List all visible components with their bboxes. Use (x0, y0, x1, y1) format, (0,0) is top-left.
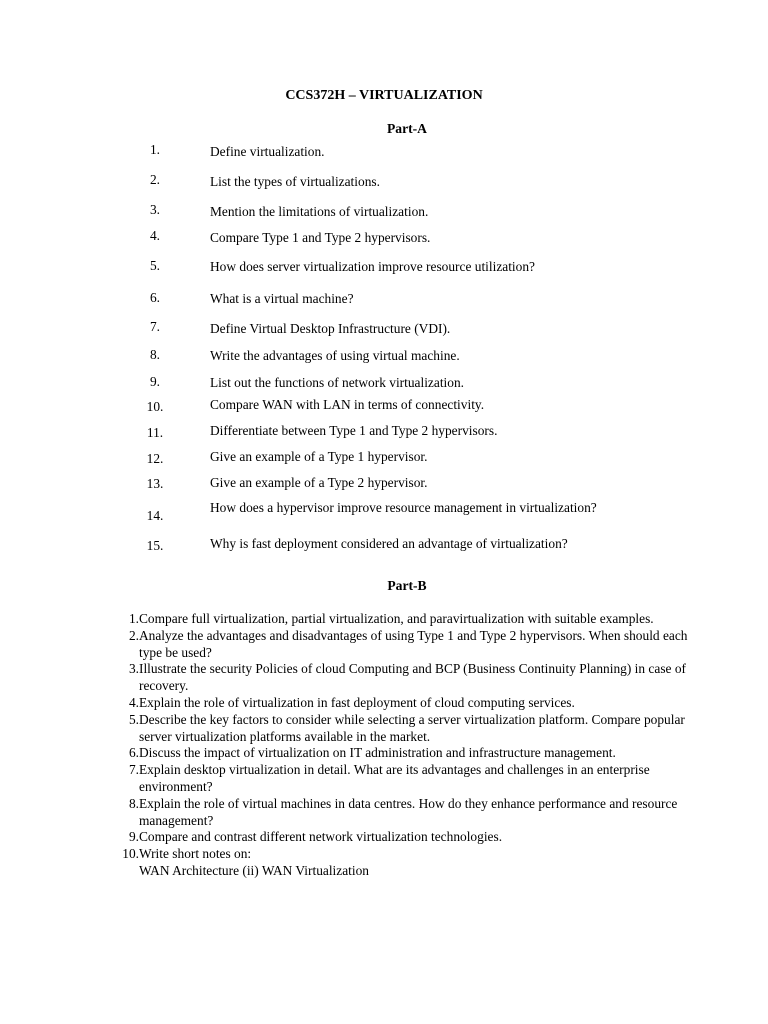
question-text: Explain desktop virtualization in detail. What are its advantages and challenges in an enterprise environment? (139, 762, 650, 794)
part-a-heading: Part-A (386, 121, 427, 136)
question-text-block (139, 745, 700, 762)
question-number (100, 846, 139, 880)
question-number: 4. (149, 228, 161, 243)
question-number-label: 4. (128, 694, 139, 710)
question-text: Write the advantages of using virtual machine. (210, 348, 460, 363)
part-b-question (100, 695, 700, 712)
question-text: List out the functions of network virtualization. (210, 375, 464, 390)
question-number: 5. (149, 258, 161, 273)
question-text: Analyze the advantages and disadvantages of using Type 1 and Type 2 hypervisors. When should each type be used? (139, 627, 688, 660)
part-b-question (100, 611, 700, 628)
question-text: What is a virtual machine? (210, 291, 354, 306)
question-text: Give an example of a Type 1 hypervisor. (210, 449, 428, 464)
question-number: 6. (149, 290, 161, 305)
question-number-label: 8. (128, 795, 139, 811)
question-number (100, 661, 139, 695)
question-number: 1. (149, 142, 161, 157)
part-b-list (100, 611, 700, 880)
question-text: Explain the role of virtualization in fast deployment of cloud computing services. (139, 694, 575, 710)
question-text-block (139, 661, 700, 695)
question-text: Give an example of a Type 2 hypervisor. (210, 475, 428, 490)
part-b-question (100, 829, 700, 846)
question-number: 3. (149, 202, 161, 217)
question-text: Illustrate the security Policies of cloud Computing and BCP (Business Continuity Planning) in case of recovery. (139, 661, 686, 694)
question-number (100, 762, 139, 796)
question-text-block (139, 695, 700, 712)
question-number: 14. (146, 508, 164, 523)
question-number-label: 3. (128, 661, 139, 677)
question-number-label: 6. (128, 745, 139, 761)
question-number (100, 829, 139, 846)
question-number (100, 611, 139, 628)
document-title: CCS372H – VIRTUALIZATION (285, 88, 483, 103)
question-number: 15. (146, 538, 164, 553)
question-text: Differentiate between Type 1 and Type 2 hypervisors. (210, 423, 498, 438)
question-number: 11. (146, 425, 164, 440)
question-number-label: 7. (128, 762, 139, 778)
question-text-block (139, 846, 700, 880)
question-text: Compare and contrast different network virtualization technologies. (139, 829, 503, 845)
part-b-question (100, 745, 700, 762)
question-number-label: 2. (128, 627, 139, 643)
question-text: Why is fast deployment considered an advantage of virtualization? (210, 536, 568, 551)
part-b-question (100, 712, 700, 746)
question-number (100, 712, 139, 746)
question-number (100, 695, 139, 712)
question-number (100, 796, 139, 830)
question-number-label: 9. (128, 829, 139, 845)
question-number (100, 745, 139, 762)
question-text: How does a hypervisor improve resource management in virtualization? (210, 500, 597, 515)
part-b-heading: Part-B (387, 578, 427, 593)
question-number: 7. (149, 319, 161, 334)
part-b-question (100, 796, 700, 830)
question-text-block (139, 611, 700, 628)
question-text: Compare Type 1 and Type 2 hypervisors. (210, 230, 431, 245)
question-text: Define virtualization. (210, 144, 325, 159)
question-text: Mention the limitations of virtualization. (210, 204, 429, 219)
question-number: 9. (149, 374, 161, 389)
question-text-block (139, 628, 700, 662)
part-b-question (100, 846, 700, 880)
question-text: Explain the role of virtual machines in data centres. How do they enhance performance and resource management? (139, 795, 678, 828)
question-number-label: 5. (128, 711, 139, 727)
question-number: 13. (146, 476, 164, 491)
question-number-label: 1. (128, 611, 139, 626)
question-number: 12. (146, 451, 164, 466)
question-number-label: 10. (122, 846, 139, 862)
question-text: Compare full virtualization, partial virtualization, and paravirtualization with suitable examples. (139, 611, 654, 626)
part-b-question (100, 628, 700, 662)
question-text: Compare WAN with LAN in terms of connectivity. (210, 397, 485, 412)
question-text: Define Virtual Desktop Infrastructure (VDI). (210, 321, 451, 336)
question-number: 2. (149, 172, 161, 187)
question-text: Discuss the impact of virtualization on IT administration and infrastructure management. (139, 745, 616, 761)
question-text: List the types of virtualizations. (210, 174, 380, 189)
question-text-block (139, 762, 700, 796)
part-b-question (100, 762, 700, 796)
question-text: Write short notes on: (139, 846, 252, 862)
question-text-block (139, 829, 700, 846)
question-text-block (139, 796, 700, 830)
question-text: How does server virtualization improve resource utilization? (210, 259, 535, 274)
question-number: 8. (149, 347, 161, 362)
question-number: 10. (146, 399, 164, 414)
part-b-question (100, 661, 700, 695)
question-text: Describe the key factors to consider while selecting a server virtualization platform. Compare popular server virtualization platforms available in the market. (139, 711, 685, 744)
question-number (100, 628, 139, 662)
question-text-block (139, 712, 700, 746)
question-subtext: WAN Architecture (ii) WAN Virtualization (139, 862, 369, 878)
